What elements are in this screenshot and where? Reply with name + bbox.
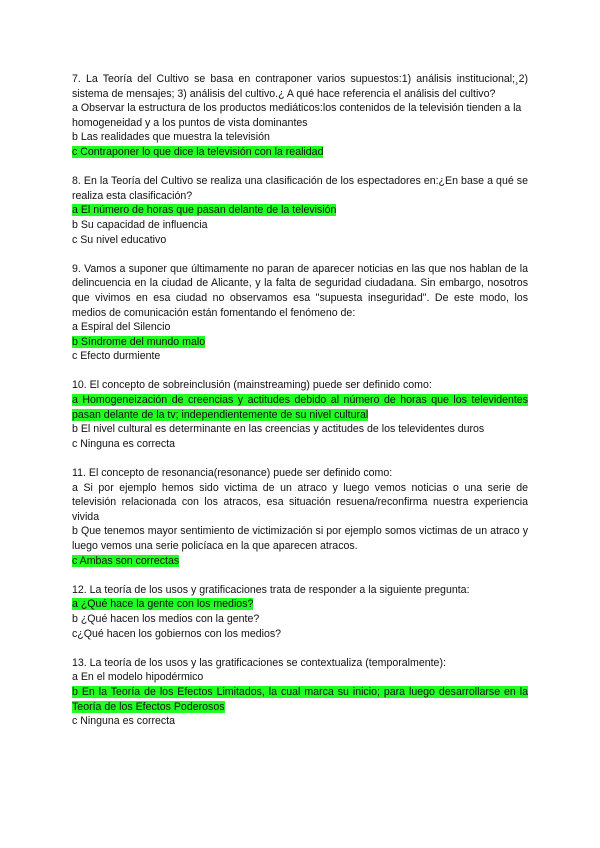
- answer-option: c Efecto durmiente: [72, 350, 161, 363]
- question-11: [72, 466, 528, 568]
- answer-option: b Las realidades que muestra la televisión: [72, 131, 270, 144]
- question-stem: 13. La teoría de los usos y las gratificaciones se contextualiza (temporalmente):: [72, 656, 446, 669]
- answer-option: a Observar la estructura de los productos mediáticos:los contenidos de la televisión tienden a la homogeneidad y a los puntos de vista dominantes: [72, 102, 522, 129]
- answer-option: a Si por ejemplo hemos sido victima de un atraco y luego vemos noticias o una serie de televisión relacionada con los atracos, esa situación resuena/reconfirma nuestra experiencia vivida: [72, 481, 528, 523]
- answer-option: a En el modelo hipodérmico: [72, 671, 204, 684]
- question-stem: 12. La teoría de los usos y gratificaciones trata de responder a la siguiente pregunta:: [72, 583, 470, 596]
- answer-option: b ¿Qué hacen los medios con la gente?: [72, 612, 260, 625]
- answer-option-highlighted: a El número de horas que pasan delante de la televisión: [72, 204, 337, 217]
- question-stem: 8. En la Teoría del Cultivo se realiza una clasificación de los espectadores en:¿En base a qué se realiza esta clasificación?: [72, 175, 528, 202]
- question-stem: 11. El concepto de resonancia(resonance) puede ser definido como:: [72, 467, 393, 480]
- question-12: [72, 583, 528, 641]
- document-page: [72, 72, 528, 743]
- answer-option: a Espiral del Silencio: [72, 321, 171, 334]
- answer-option-highlighted: c Contraponer lo que dice la televisión con la realidad: [72, 145, 324, 158]
- answer-option: c Ninguna es correcta: [72, 437, 176, 450]
- question-7: [72, 72, 528, 160]
- answer-option: c¿Qué hacen los gobiernos con los medios?: [72, 627, 282, 640]
- question-8: [72, 174, 528, 247]
- answer-option: b Que tenemos mayor sentimiento de victimización si por ejemplo somos victimas de un atraco y luego vemos una serie policíaca en la que aparecen atracos.: [72, 525, 528, 552]
- question-13: [72, 656, 528, 729]
- answer-option: c Su nivel educativo: [72, 233, 167, 246]
- answer-option-highlighted: a ¿Qué hace la gente con los medios?: [72, 598, 254, 611]
- answer-option: b El nivel cultural es determinante en las creencias y actitudes de los televidentes duros: [72, 423, 485, 436]
- answer-option-highlighted: b En la Teoría de los Efectos Limitados, la cual marca su inicio; para luego desarrollarse en la Teoría de los Efectos Poderosos: [72, 685, 528, 713]
- answer-option-highlighted: c Ambas son correctas: [72, 554, 180, 567]
- question-stem: 7. La Teoría del Cultivo se basa en contraponer varios supuestos:1) análisis institucional;¸2) sistema de mensajes; 3) análisis del cultivo.¿ A qué hace referencia el análisis del cultivo?: [72, 73, 528, 100]
- question-stem: 9. Vamos a suponer que últimamente no paran de aparecer noticias en las que nos hablan de la delincuencia en la ciudad de Alicante, y la falta de seguridad ciudadana. Sin embargo, nosotros que vivimos en esa ciudad no observamos esa "supuesta inseguridad". De este modo, los medios de comunicación están fomentando el fenómeno de:: [72, 262, 528, 319]
- question-9: [72, 262, 528, 364]
- question-stem: 10. El concepto de sobreinclusión (mainstreaming) puede ser definido como:: [72, 379, 432, 392]
- answer-option-highlighted: b Síndrome del mundo malo: [72, 335, 206, 348]
- question-10: [72, 378, 528, 451]
- answer-option-highlighted: a Homogeneización de creencias y actitudes debido al número de horas que los televidentes pasan delante de la tv; independientemente de su nivel cultural: [72, 394, 528, 421]
- answer-option: c Ninguna es correcta: [72, 715, 176, 728]
- answer-option: b Su capacidad de influencia: [72, 218, 208, 231]
